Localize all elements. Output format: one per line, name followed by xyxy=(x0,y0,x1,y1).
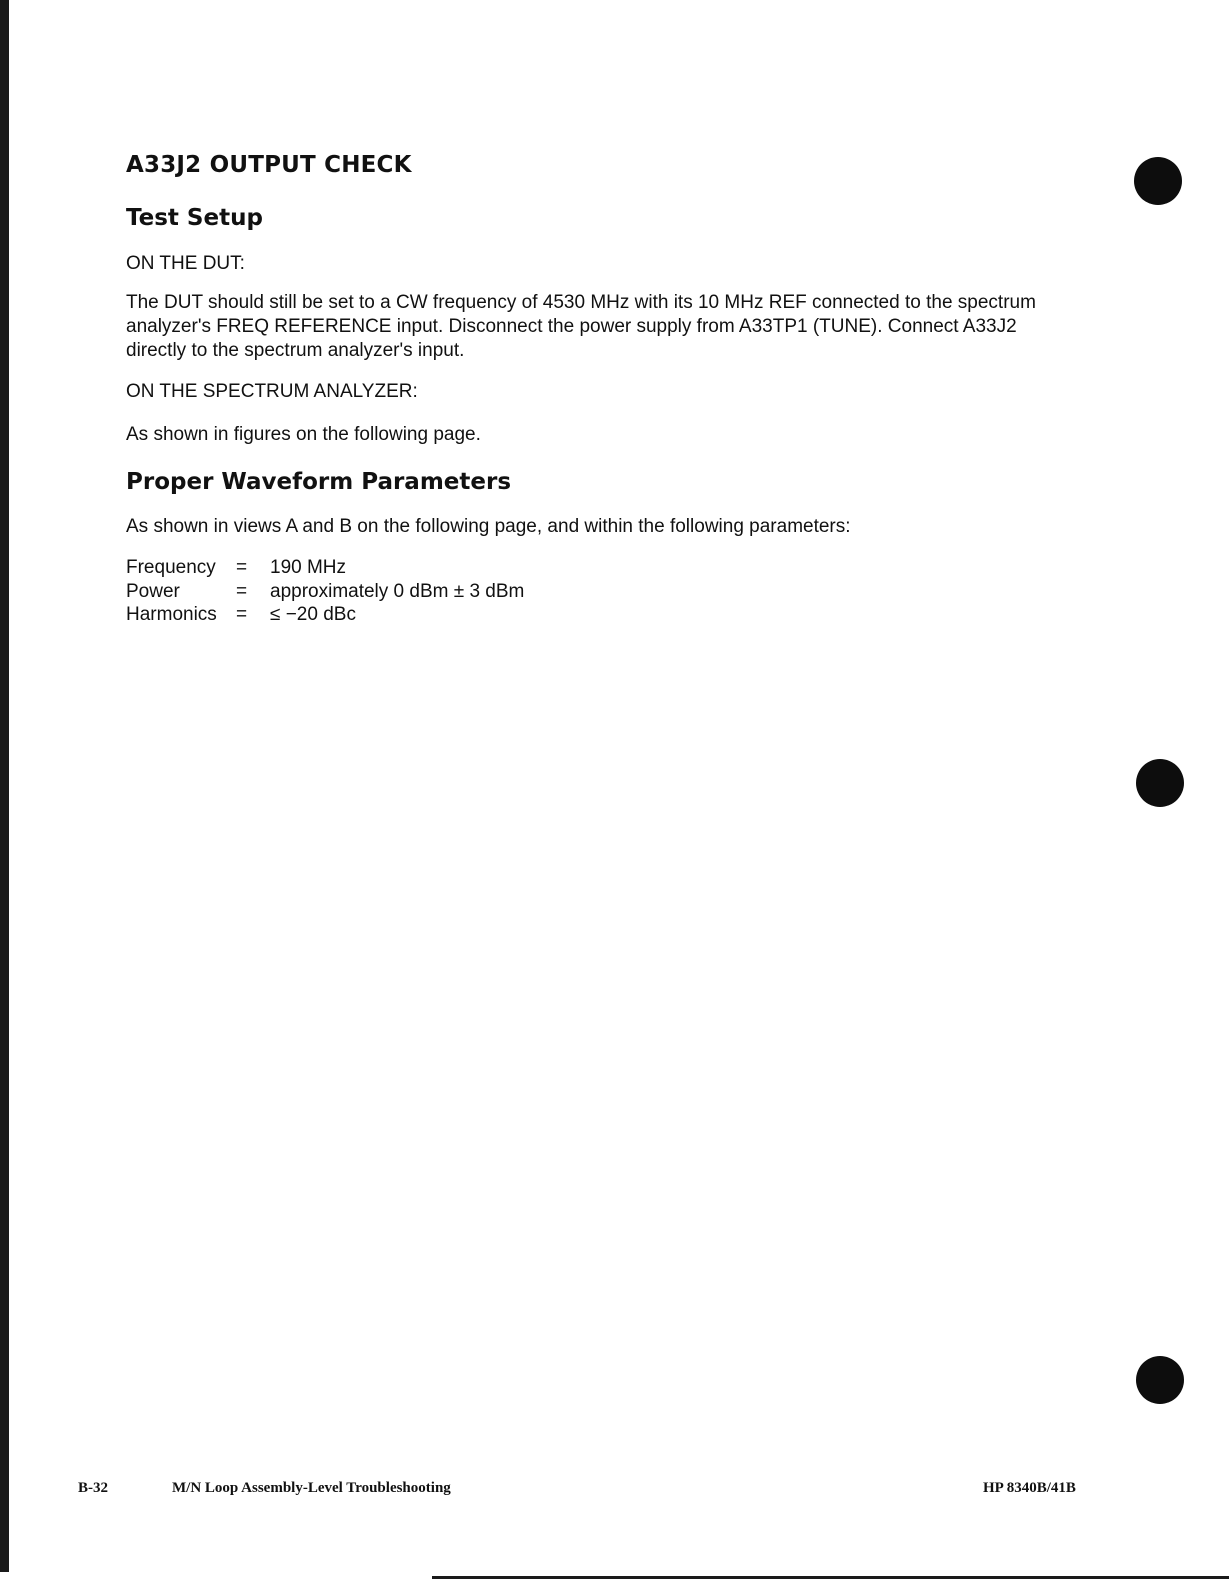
dut-label: ON THE DUT: xyxy=(126,253,245,274)
parameter-equals: = xyxy=(236,604,248,625)
waveform-intro: As shown in views A and B on the following page, and within the following parameters: xyxy=(126,516,851,537)
parameter-row-power xyxy=(126,580,524,604)
binder-hole-middle xyxy=(1136,759,1184,807)
parameter-list xyxy=(126,556,524,627)
parameter-name: Power xyxy=(126,580,180,602)
parameter-value: ≤ −20 dBc xyxy=(270,604,356,625)
page-bottom-rule xyxy=(432,1576,1229,1579)
parameter-row-frequency xyxy=(126,556,524,580)
parameter-value: 190 MHz xyxy=(270,557,347,578)
section-heading-test-setup: Test Setup xyxy=(126,205,263,231)
parameter-equals: = xyxy=(236,580,248,602)
page-left-edge-bar xyxy=(0,0,9,1572)
parameter-name: Frequency xyxy=(126,557,216,578)
parameter-row-harmonics xyxy=(126,603,524,627)
binder-hole-top xyxy=(1134,157,1182,205)
section-heading-waveform-parameters: Proper Waveform Parameters xyxy=(126,469,512,495)
dut-instructions: The DUT should still be set to a CW frequency of 4530 MHz with its 10 MHz REF connected to the spectrum analyzer's FREQ REFERENCE input. Disconnect the power supply from A33TP1 (TUNE). Connect A33J2 directly to the spectrum analyzer's input. xyxy=(126,292,1036,361)
footer-model: HP 8340B/41B xyxy=(983,1480,1076,1496)
spectrum-analyzer-label: ON THE SPECTRUM ANALYZER: xyxy=(126,381,418,402)
binder-hole-bottom xyxy=(1136,1356,1184,1404)
spectrum-analyzer-instructions: As shown in figures on the following page. xyxy=(126,424,481,445)
parameter-name: Harmonics xyxy=(126,604,217,625)
parameter-value: approximately 0 dBm ± 3 dBm xyxy=(270,580,525,602)
footer-page-number: B-32 xyxy=(78,1480,108,1496)
footer-section-title: M/N Loop Assembly-Level Troubleshooting xyxy=(172,1480,451,1496)
page-title: A33J2 OUTPUT CHECK xyxy=(126,152,412,178)
parameter-equals: = xyxy=(236,557,248,578)
